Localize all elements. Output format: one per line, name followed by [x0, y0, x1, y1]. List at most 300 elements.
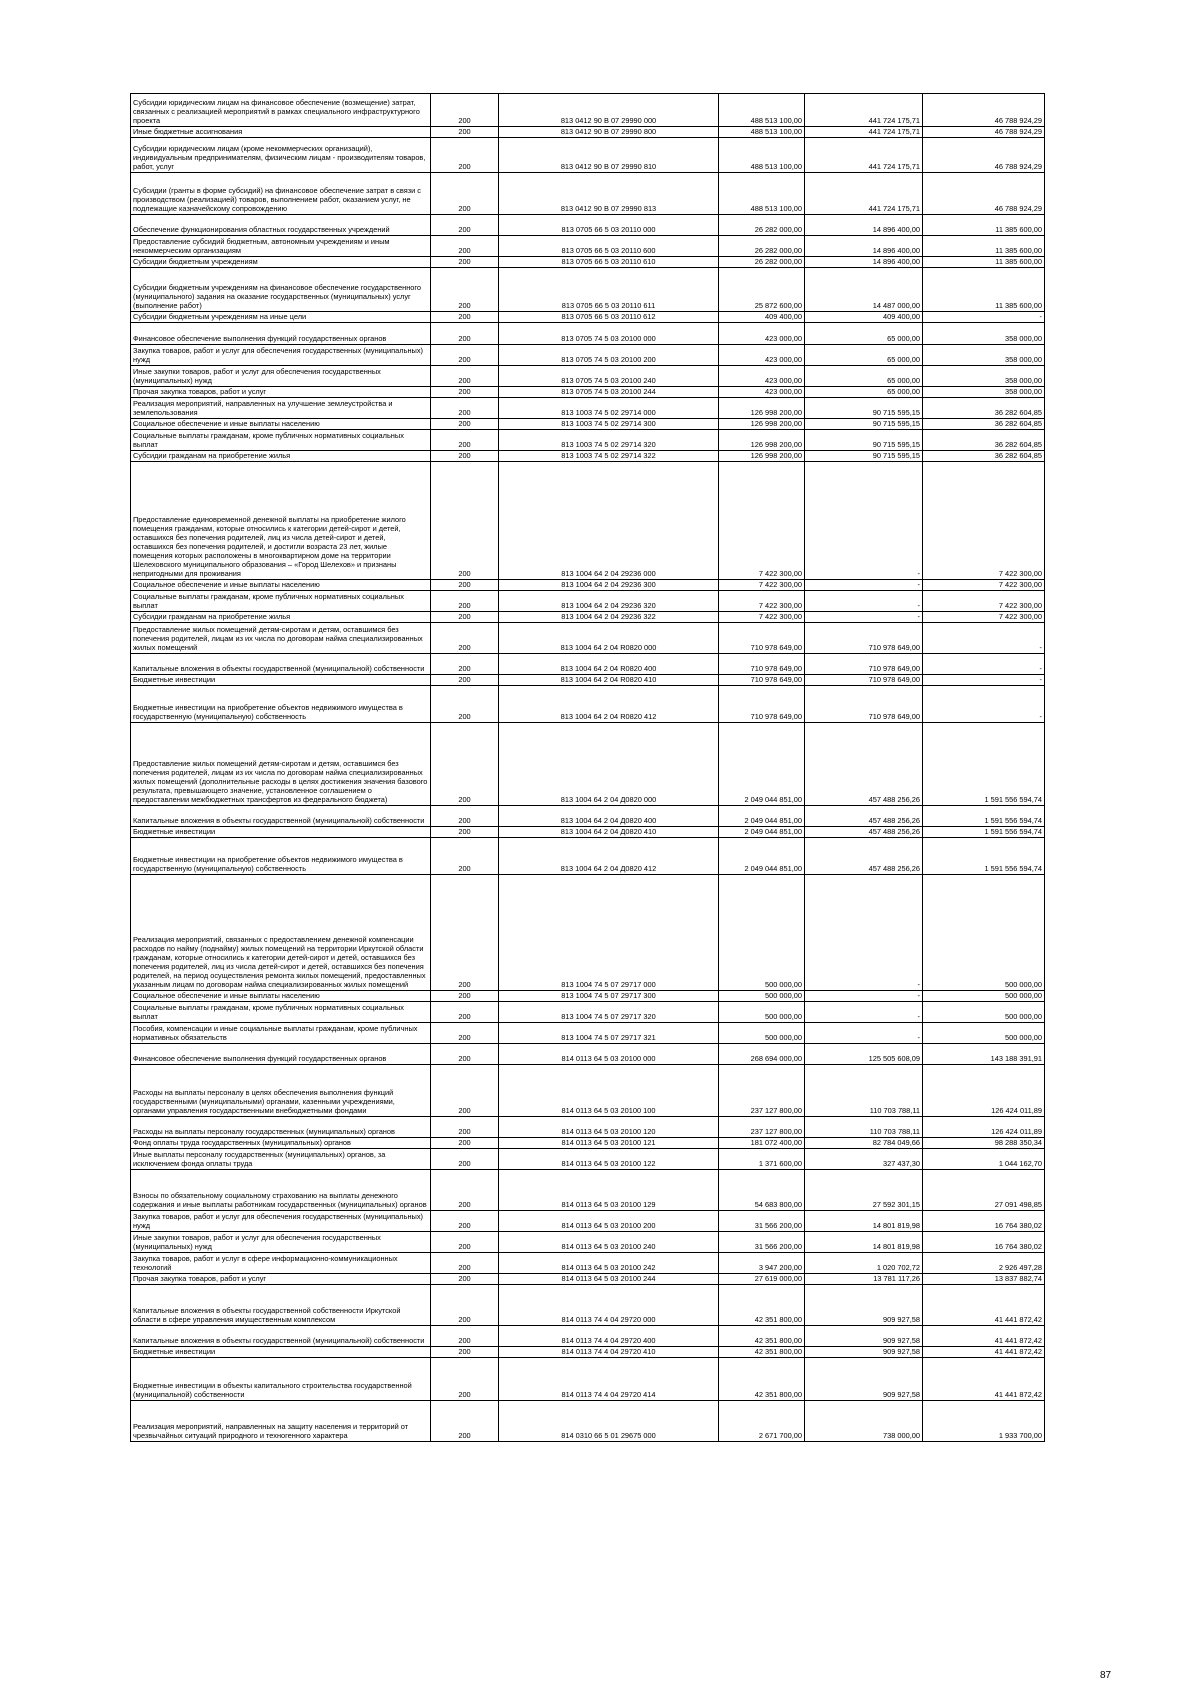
table-row	[131, 1401, 1045, 1442]
row-kbk: 813 0705 74 5 03 20100 240	[499, 366, 719, 387]
row-code: 200	[431, 806, 499, 827]
table-row	[131, 312, 1045, 323]
row-name: Субсидии бюджетным учреждениям	[131, 257, 431, 268]
row-code: 200	[431, 991, 499, 1002]
table-row	[131, 127, 1045, 138]
row-name: Субсидии бюджетным учреждениям на иные цели	[131, 312, 431, 323]
row-kbk: 814 0113 74 4 04 29720 000	[499, 1285, 719, 1326]
row-name: Предоставление жилых помещений детям-сиротам и детям, оставшимся без попечения родителей, лицам из их числа по договорам найма специализированных жилых помещений (дополнительные расходы в целях достижения значения базового результата, превышающего значение, установленное соглашением о предоставлении межбюджетных трансфертов из федерального бюджета)	[131, 723, 431, 806]
budget-execution-table	[130, 93, 1045, 1442]
row-rest: 46 788 924,29	[923, 94, 1045, 127]
row-code: 200	[431, 419, 499, 430]
row-code: 200	[431, 323, 499, 345]
row-kbk: 813 0705 74 5 03 20100 244	[499, 387, 719, 398]
row-fact: 65 000,00	[805, 345, 923, 366]
row-fact: 327 437,30	[805, 1149, 923, 1170]
row-code: 200	[431, 827, 499, 838]
row-fact: 457 488 256,26	[805, 838, 923, 875]
row-kbk: 813 1004 64 2 04 R0820 412	[499, 686, 719, 723]
row-plan: 423 000,00	[719, 366, 805, 387]
row-plan: 488 513 100,00	[719, 94, 805, 127]
row-kbk: 814 0113 64 5 03 20100 242	[499, 1253, 719, 1274]
row-code: 200	[431, 1138, 499, 1149]
row-fact: 90 715 595,15	[805, 398, 923, 419]
row-kbk: 814 0113 64 5 03 20100 129	[499, 1170, 719, 1211]
row-rest: 27 091 498,85	[923, 1170, 1045, 1211]
row-rest: 358 000,00	[923, 345, 1045, 366]
row-code: 200	[431, 1044, 499, 1065]
row-code: 200	[431, 1326, 499, 1347]
row-name: Иные бюджетные ассигнования	[131, 127, 431, 138]
table-row	[131, 257, 1045, 268]
row-kbk: 813 0412 90 В 07 29990 800	[499, 127, 719, 138]
row-plan: 2 049 044 851,00	[719, 723, 805, 806]
row-kbk: 814 0113 64 5 03 20100 120	[499, 1117, 719, 1138]
row-name: Социальные выплаты гражданам, кроме публичных нормативных социальных выплат	[131, 591, 431, 612]
row-name: Пособия, компенсации и иные социальные выплаты гражданам, кроме публичных нормативных обязательств	[131, 1023, 431, 1044]
row-kbk: 814 0113 74 4 04 29720 400	[499, 1326, 719, 1347]
row-kbk: 813 1004 64 2 04 R0820 000	[499, 623, 719, 654]
row-fact: -	[805, 591, 923, 612]
table-row	[131, 1117, 1045, 1138]
table-row	[131, 591, 1045, 612]
row-code: 200	[431, 462, 499, 580]
row-name: Взносы по обязательному социальному страхованию на выплаты денежного содержания и иные выплаты работникам государственных (муниципальных) органов	[131, 1170, 431, 1211]
row-fact: 90 715 595,15	[805, 451, 923, 462]
row-kbk: 814 0113 64 5 03 20100 244	[499, 1274, 719, 1285]
row-rest: 46 788 924,29	[923, 138, 1045, 173]
row-fact: -	[805, 1002, 923, 1023]
row-plan: 500 000,00	[719, 1023, 805, 1044]
row-rest: 11 385 600,00	[923, 257, 1045, 268]
row-kbk: 813 0412 90 В 07 29990 813	[499, 173, 719, 215]
row-rest: 1 591 556 594,74	[923, 827, 1045, 838]
row-name: Прочая закупка товаров, работ и услуг	[131, 387, 431, 398]
row-rest: 126 424 011,89	[923, 1117, 1045, 1138]
table-row	[131, 366, 1045, 387]
row-rest: 46 788 924,29	[923, 173, 1045, 215]
row-plan: 409 400,00	[719, 312, 805, 323]
row-plan: 7 422 300,00	[719, 612, 805, 623]
row-plan: 126 998 200,00	[719, 419, 805, 430]
row-name: Расходы на выплаты персоналу в целях обеспечения выполнения функций государственными (муниципальными) органами, казенными учреждениями, органами управления государственными внебюджетными фондами	[131, 1065, 431, 1117]
row-rest: 36 282 604,85	[923, 419, 1045, 430]
row-name: Финансовое обеспечение выполнения функций государственных органов	[131, 323, 431, 345]
row-fact: 457 488 256,26	[805, 723, 923, 806]
row-kbk: 813 1003 74 5 02 29714 320	[499, 430, 719, 451]
row-fact: 441 724 175,71	[805, 127, 923, 138]
row-name: Закупка товаров, работ и услуг для обеспечения государственных (муниципальных) нужд	[131, 345, 431, 366]
row-rest: 41 441 872,42	[923, 1285, 1045, 1326]
row-plan: 181 072 400,00	[719, 1138, 805, 1149]
row-plan: 2 049 044 851,00	[719, 827, 805, 838]
row-fact: 14 801 819,98	[805, 1211, 923, 1232]
row-fact: 90 715 595,15	[805, 419, 923, 430]
row-fact: 909 927,58	[805, 1358, 923, 1401]
table-row	[131, 1326, 1045, 1347]
table-row	[131, 723, 1045, 806]
row-kbk: 813 1004 64 2 04 Д0820 412	[499, 838, 719, 875]
row-code: 200	[431, 654, 499, 675]
row-kbk: 813 0705 66 5 03 20110 600	[499, 236, 719, 257]
row-name: Предоставление субсидий бюджетным, автономным учреждениям и иным некоммерческим организациям	[131, 236, 431, 257]
row-name: Субсидии (гранты в форме субсидий) на финансовое обеспечение затрат в связи с производством (реализацией) товаров, выполнением работ, оказанием услуг, не подлежащие казначейскому сопровождению	[131, 173, 431, 215]
row-code: 200	[431, 138, 499, 173]
table-row	[131, 1274, 1045, 1285]
row-rest: -	[923, 686, 1045, 723]
table-row	[131, 991, 1045, 1002]
row-code: 200	[431, 430, 499, 451]
row-rest: 98 288 350,34	[923, 1138, 1045, 1149]
row-rest: 358 000,00	[923, 323, 1045, 345]
table-row	[131, 1170, 1045, 1211]
row-kbk: 813 0705 66 5 03 20110 611	[499, 268, 719, 312]
table-row	[131, 236, 1045, 257]
row-name: Иные закупки товаров, работ и услуг для обеспечения государственных (муниципальных) нужд	[131, 366, 431, 387]
row-code: 200	[431, 312, 499, 323]
table-row	[131, 1253, 1045, 1274]
row-plan: 488 513 100,00	[719, 127, 805, 138]
row-fact: -	[805, 580, 923, 591]
row-name: Социальные выплаты гражданам, кроме публичных нормативных социальных выплат	[131, 1002, 431, 1023]
row-rest: 7 422 300,00	[923, 462, 1045, 580]
row-name: Предоставление единовременной денежной выплаты на приобретение жилого помещения гражданам, которые относились к категории детей-сирот и детей, оставшихся без попечения родителей, лиц из числа детей-сирот и детей, оставшихся без попечения родителей, и достигли возраста 23 лет, жилые помещения которых расположены в многоквартирном доме на территории Шелеховского муниципального образования – «Город Шелехов» и признаны непригодными для проживания	[131, 462, 431, 580]
table-row	[131, 580, 1045, 591]
row-plan: 488 513 100,00	[719, 173, 805, 215]
row-fact: 14 896 400,00	[805, 236, 923, 257]
table-row	[131, 612, 1045, 623]
table-row	[131, 623, 1045, 654]
row-plan: 423 000,00	[719, 345, 805, 366]
row-fact: -	[805, 612, 923, 623]
table-row	[131, 654, 1045, 675]
row-fact: 909 927,58	[805, 1285, 923, 1326]
table-row	[131, 838, 1045, 875]
row-code: 200	[431, 451, 499, 462]
row-fact: 14 896 400,00	[805, 215, 923, 236]
table-row	[131, 387, 1045, 398]
row-code: 200	[431, 591, 499, 612]
row-rest: 500 000,00	[923, 1023, 1045, 1044]
row-kbk: 813 1004 74 5 07 29717 320	[499, 1002, 719, 1023]
row-name: Субсидии гражданам на приобретение жилья	[131, 451, 431, 462]
row-rest: 7 422 300,00	[923, 591, 1045, 612]
row-kbk: 813 1004 74 5 07 29717 321	[499, 1023, 719, 1044]
row-plan: 237 127 800,00	[719, 1065, 805, 1117]
row-plan: 54 683 800,00	[719, 1170, 805, 1211]
row-fact: 441 724 175,71	[805, 94, 923, 127]
row-code: 200	[431, 257, 499, 268]
row-kbk: 813 1003 74 5 02 29714 322	[499, 451, 719, 462]
table-row	[131, 875, 1045, 991]
row-rest: 1 591 556 594,74	[923, 723, 1045, 806]
table-row	[131, 1149, 1045, 1170]
row-name: Бюджетные инвестиции	[131, 827, 431, 838]
row-plan: 488 513 100,00	[719, 138, 805, 173]
row-code: 200	[431, 1285, 499, 1326]
table-row	[131, 1232, 1045, 1253]
row-kbk: 814 0113 64 5 03 20100 200	[499, 1211, 719, 1232]
row-kbk: 813 1004 64 2 04 Д0820 000	[499, 723, 719, 806]
row-kbk: 813 1004 64 2 04 Д0820 410	[499, 827, 719, 838]
row-fact: 441 724 175,71	[805, 173, 923, 215]
row-code: 200	[431, 723, 499, 806]
row-name: Субсидии юридическим лицам на финансовое обеспечение (возмещение) затрат, связанных с реализацией мероприятий в рамках специального инфраструктурного проекта	[131, 94, 431, 127]
row-rest: 500 000,00	[923, 1002, 1045, 1023]
table-row	[131, 1285, 1045, 1326]
row-code: 200	[431, 1358, 499, 1401]
row-plan: 26 282 000,00	[719, 236, 805, 257]
row-plan: 500 000,00	[719, 1002, 805, 1023]
row-fact: 14 801 819,98	[805, 1232, 923, 1253]
row-name: Иные закупки товаров, работ и услуг для обеспечения государственных (муниципальных) нужд	[131, 1232, 431, 1253]
row-kbk: 813 0705 66 5 03 20110 612	[499, 312, 719, 323]
row-rest: 36 282 604,85	[923, 451, 1045, 462]
row-code: 200	[431, 268, 499, 312]
row-rest: 16 764 380,02	[923, 1232, 1045, 1253]
row-fact: 14 487 000,00	[805, 268, 923, 312]
row-kbk: 814 0113 64 5 03 20100 122	[499, 1149, 719, 1170]
row-fact: 441 724 175,71	[805, 138, 923, 173]
row-plan: 25 872 600,00	[719, 268, 805, 312]
row-code: 200	[431, 580, 499, 591]
row-code: 200	[431, 398, 499, 419]
row-name: Субсидии юридическим лицам (кроме некоммерческих организаций), индивидуальным предпринимателям, физическим лицам - производителям товаров, работ, услуг	[131, 138, 431, 173]
row-name: Капитальные вложения в объекты государственной собственности Иркутской области в сфере управления имущественным комплексом	[131, 1285, 431, 1326]
table-row	[131, 94, 1045, 127]
row-code: 200	[431, 215, 499, 236]
row-fact: 457 488 256,26	[805, 806, 923, 827]
row-kbk: 813 0705 66 5 03 20110 000	[499, 215, 719, 236]
row-fact: -	[805, 875, 923, 991]
row-rest: 126 424 011,89	[923, 1065, 1045, 1117]
row-name: Капитальные вложения в объекты государственной (муниципальной) собственности	[131, 654, 431, 675]
row-code: 200	[431, 623, 499, 654]
table-row	[131, 1358, 1045, 1401]
row-code: 200	[431, 1253, 499, 1274]
row-fact: 909 927,58	[805, 1326, 923, 1347]
row-fact: 110 703 788,11	[805, 1065, 923, 1117]
row-rest: -	[923, 654, 1045, 675]
row-plan: 42 351 800,00	[719, 1358, 805, 1401]
row-code: 200	[431, 1023, 499, 1044]
row-rest: 1 044 162,70	[923, 1149, 1045, 1170]
row-rest: 11 385 600,00	[923, 215, 1045, 236]
row-plan: 7 422 300,00	[719, 591, 805, 612]
row-fact: -	[805, 991, 923, 1002]
row-name: Социальное обеспечение и иные выплаты населению	[131, 419, 431, 430]
row-plan: 7 422 300,00	[719, 580, 805, 591]
table-row	[131, 1044, 1045, 1065]
row-fact: 738 000,00	[805, 1401, 923, 1442]
row-kbk: 813 1004 64 2 04 R0820 410	[499, 675, 719, 686]
row-name: Социальные выплаты гражданам, кроме публичных нормативных социальных выплат	[131, 430, 431, 451]
row-plan: 7 422 300,00	[719, 462, 805, 580]
row-rest: 46 788 924,29	[923, 127, 1045, 138]
row-code: 200	[431, 94, 499, 127]
row-plan: 2 049 044 851,00	[719, 806, 805, 827]
row-kbk: 813 0412 90 В 07 29990 000	[499, 94, 719, 127]
row-fact: 27 592 301,15	[805, 1170, 923, 1211]
row-kbk: 814 0113 74 4 04 29720 410	[499, 1347, 719, 1358]
table-row	[131, 1347, 1045, 1358]
row-plan: 26 282 000,00	[719, 257, 805, 268]
row-fact: 1 020 702,72	[805, 1253, 923, 1274]
row-kbk: 814 0113 64 5 03 20100 100	[499, 1065, 719, 1117]
row-kbk: 814 0310 66 5 01 29675 000	[499, 1401, 719, 1442]
table-row	[131, 323, 1045, 345]
row-kbk: 814 0113 74 4 04 29720 414	[499, 1358, 719, 1401]
table-row	[131, 173, 1045, 215]
row-kbk: 813 0705 74 5 03 20100 200	[499, 345, 719, 366]
row-kbk: 813 0412 90 В 07 29990 810	[499, 138, 719, 173]
row-name: Субсидии бюджетным учреждениям на финансовое обеспечение государственного (муниципального) задания на оказание государственных (муниципальных) услуг (выполнение работ)	[131, 268, 431, 312]
row-rest: 7 422 300,00	[923, 612, 1045, 623]
table-row	[131, 806, 1045, 827]
row-rest: 11 385 600,00	[923, 268, 1045, 312]
row-plan: 237 127 800,00	[719, 1117, 805, 1138]
row-code: 200	[431, 127, 499, 138]
row-rest: 41 441 872,42	[923, 1347, 1045, 1358]
row-rest: 358 000,00	[923, 366, 1045, 387]
row-fact: 82 784 049,66	[805, 1138, 923, 1149]
row-name: Реализация мероприятий, направленных на улучшение землеустройства и землепользования	[131, 398, 431, 419]
row-fact: 110 703 788,11	[805, 1117, 923, 1138]
row-plan: 26 282 000,00	[719, 215, 805, 236]
row-fact: -	[805, 1023, 923, 1044]
row-name: Капитальные вложения в объекты государственной (муниципальной) собственности	[131, 1326, 431, 1347]
row-plan: 42 351 800,00	[719, 1285, 805, 1326]
row-name: Финансовое обеспечение выполнения функций государственных органов	[131, 1044, 431, 1065]
row-rest: 13 837 882,74	[923, 1274, 1045, 1285]
row-code: 200	[431, 838, 499, 875]
row-rest: 358 000,00	[923, 387, 1045, 398]
row-name: Субсидии гражданам на приобретение жилья	[131, 612, 431, 623]
row-code: 200	[431, 236, 499, 257]
row-plan: 2 671 700,00	[719, 1401, 805, 1442]
row-code: 200	[431, 1002, 499, 1023]
row-kbk: 813 1004 64 2 04 R0820 400	[499, 654, 719, 675]
row-fact: 65 000,00	[805, 323, 923, 345]
row-code: 200	[431, 1274, 499, 1285]
row-fact: 710 978 649,00	[805, 623, 923, 654]
row-plan: 710 978 649,00	[719, 686, 805, 723]
row-fact: 409 400,00	[805, 312, 923, 323]
row-rest: 143 188 391,91	[923, 1044, 1045, 1065]
row-plan: 42 351 800,00	[719, 1326, 805, 1347]
row-code: 200	[431, 675, 499, 686]
table-row	[131, 1002, 1045, 1023]
row-rest: 500 000,00	[923, 875, 1045, 991]
row-kbk: 814 0113 64 5 03 20100 121	[499, 1138, 719, 1149]
table-row	[131, 138, 1045, 173]
row-plan: 31 566 200,00	[719, 1211, 805, 1232]
row-plan: 500 000,00	[719, 991, 805, 1002]
row-fact: 13 781 117,26	[805, 1274, 923, 1285]
row-rest: 41 441 872,42	[923, 1358, 1045, 1401]
row-code: 200	[431, 1347, 499, 1358]
row-plan: 423 000,00	[719, 323, 805, 345]
row-rest: 41 441 872,42	[923, 1326, 1045, 1347]
row-fact: 457 488 256,26	[805, 827, 923, 838]
row-kbk: 813 1004 64 2 04 29236 320	[499, 591, 719, 612]
page-number: 87	[1100, 1670, 1112, 1681]
row-fact: 710 978 649,00	[805, 654, 923, 675]
row-kbk: 813 1004 64 2 04 Д0820 400	[499, 806, 719, 827]
row-fact: -	[805, 462, 923, 580]
row-kbk: 813 0705 74 5 03 20100 000	[499, 323, 719, 345]
row-name: Прочая закупка товаров, работ и услуг	[131, 1274, 431, 1285]
row-code: 200	[431, 387, 499, 398]
row-code: 200	[431, 173, 499, 215]
row-kbk: 813 1004 64 2 04 29236 300	[499, 580, 719, 591]
row-code: 200	[431, 366, 499, 387]
row-code: 200	[431, 1401, 499, 1442]
row-plan: 2 049 044 851,00	[719, 838, 805, 875]
row-name: Капитальные вложения в объекты государственной (муниципальной) собственности	[131, 806, 431, 827]
row-name: Фонд оплаты труда государственных (муниципальных) органов	[131, 1138, 431, 1149]
row-rest: 2 926 497,28	[923, 1253, 1045, 1274]
row-fact: 710 978 649,00	[805, 675, 923, 686]
row-plan: 126 998 200,00	[719, 451, 805, 462]
row-name: Реализация мероприятий, связанных с предоставлением денежной компенсации расходов по найму (поднайму) жилых помещений на территории Иркутской области гражданам, которые относились к категории детей-сирот и детей, оставшихся без попечения родителей, лиц из числа детей-сирот и детей, оставшихся без попечения родителей, на период осуществления ремонта жилых помещений, предоставленных указанным лицам по договорам найма специализированных жилых помещений	[131, 875, 431, 991]
row-name: Социальное обеспечение и иные выплаты населению	[131, 991, 431, 1002]
row-rest: 500 000,00	[923, 991, 1045, 1002]
table-row	[131, 430, 1045, 451]
row-name: Бюджетные инвестиции	[131, 675, 431, 686]
row-rest: 11 385 600,00	[923, 236, 1045, 257]
row-rest: -	[923, 623, 1045, 654]
row-code: 200	[431, 1117, 499, 1138]
row-kbk: 813 1003 74 5 02 29714 300	[499, 419, 719, 430]
row-plan: 27 619 000,00	[719, 1274, 805, 1285]
table-row	[131, 1211, 1045, 1232]
table-row	[131, 675, 1045, 686]
row-plan: 1 371 600,00	[719, 1149, 805, 1170]
row-fact: 909 927,58	[805, 1347, 923, 1358]
table-row	[131, 268, 1045, 312]
row-name: Бюджетные инвестиции	[131, 1347, 431, 1358]
row-rest: 1 591 556 594,74	[923, 838, 1045, 875]
row-fact: 710 978 649,00	[805, 686, 923, 723]
row-name: Закупка товаров, работ и услуг в сфере информационно-коммуникационных технологий	[131, 1253, 431, 1274]
row-fact: 65 000,00	[805, 366, 923, 387]
row-plan: 31 566 200,00	[719, 1232, 805, 1253]
row-name: Реализация мероприятий, направленных на защиту населения и территорий от чрезвычайных ситуаций природного и техногенного характера	[131, 1401, 431, 1442]
row-plan: 268 694 000,00	[719, 1044, 805, 1065]
row-rest: 36 282 604,85	[923, 430, 1045, 451]
row-name: Обеспечение функционирования областных государственных учреждений	[131, 215, 431, 236]
table-body	[131, 94, 1045, 1442]
row-name: Иные выплаты персоналу государственных (муниципальных) органов, за исключением фонда оплаты труда	[131, 1149, 431, 1170]
row-kbk: 814 0113 64 5 03 20100 000	[499, 1044, 719, 1065]
table-row	[131, 398, 1045, 419]
row-code: 200	[431, 1065, 499, 1117]
row-fact: 14 896 400,00	[805, 257, 923, 268]
row-rest: 7 422 300,00	[923, 580, 1045, 591]
row-name: Бюджетные инвестиции на приобретение объектов недвижимого имущества в государственную (муниципальную) собственность	[131, 838, 431, 875]
row-kbk: 813 0705 66 5 03 20110 610	[499, 257, 719, 268]
row-kbk: 813 1004 74 5 07 29717 300	[499, 991, 719, 1002]
row-fact: 125 505 608,09	[805, 1044, 923, 1065]
row-kbk: 813 1004 74 5 07 29717 000	[499, 875, 719, 991]
table-row	[131, 451, 1045, 462]
table-row	[131, 686, 1045, 723]
row-code: 200	[431, 612, 499, 623]
row-name: Бюджетные инвестиции на приобретение объектов недвижимого имущества в государственную (муниципальную) собственность	[131, 686, 431, 723]
row-plan: 710 978 649,00	[719, 623, 805, 654]
row-name: Социальное обеспечение и иные выплаты населению	[131, 580, 431, 591]
